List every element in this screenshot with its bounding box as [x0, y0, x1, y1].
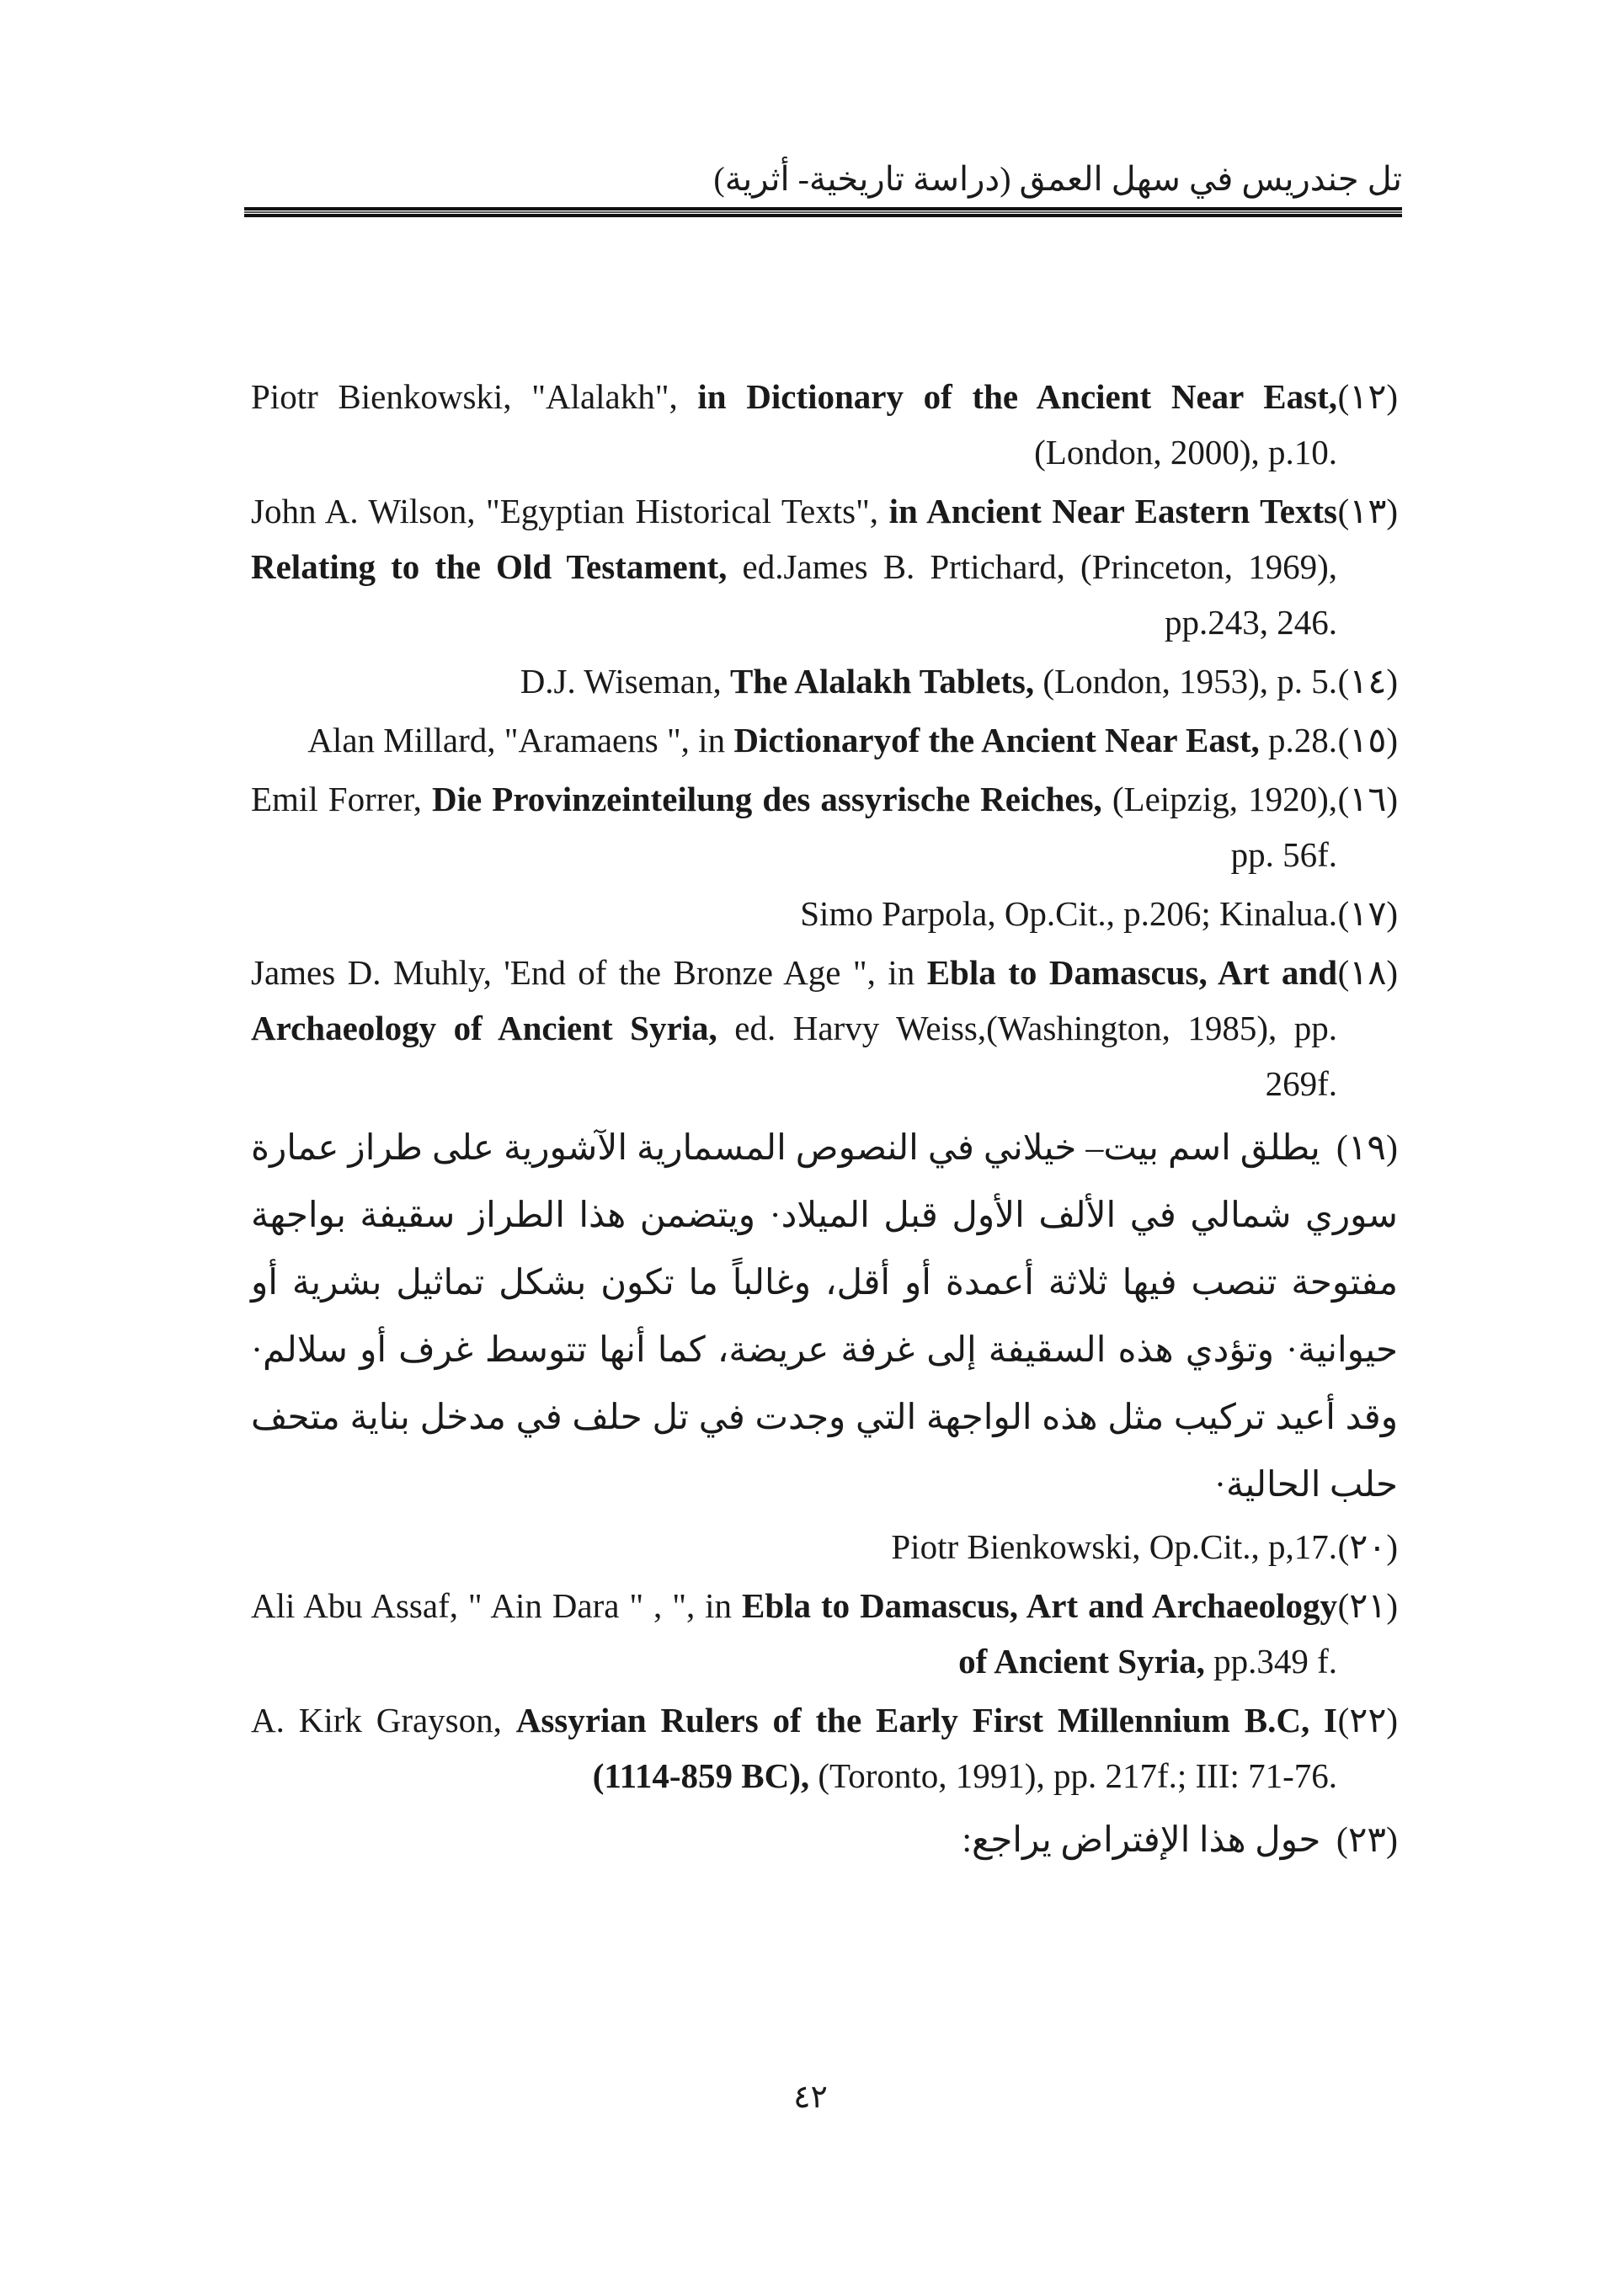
footnote-fragment: John A. Wilson, "Egyptian Historical Texts",: [251, 492, 889, 530]
footnote-entry: [251, 1519, 1398, 1574]
footnote-group-b: [251, 1519, 1398, 1803]
page-number: ٤٢: [793, 2080, 828, 2115]
footnote-23: [251, 1807, 1398, 1874]
footnote-text: [251, 369, 1337, 480]
footnote-number: (١٢): [1337, 377, 1398, 416]
footnote-text: [251, 1578, 1337, 1689]
footnote-number: (١٣): [1337, 492, 1398, 530]
footnote-entry: [251, 1692, 1398, 1803]
footnote-fragment: pp.349 f.: [1204, 1642, 1337, 1681]
footnote-number: (٢٠): [1337, 1527, 1398, 1566]
footnote-title: Dictionaryof the Ancient Near East,: [733, 721, 1260, 759]
footnote-text: [251, 483, 1337, 650]
footnote-title: Assyrian Rulers of the Early First Millennium B.C, I (1114-859 BC),: [515, 1701, 1337, 1795]
footnote-number: (١٦): [1337, 780, 1398, 818]
footnote-title: Die Provinzeinteilung des assyrische Reiches,: [431, 780, 1102, 818]
footnote-text: [251, 712, 1337, 768]
footnote-title: Ebla to Damascus, Art and Archaeology of Ancient Syria,: [251, 953, 1338, 1047]
footnote-fragment: Alan Millard, "Aramaens ", in: [307, 721, 734, 759]
footnote-fragment: Emil Forrer,: [251, 780, 432, 818]
footnote-number: (١٩): [1336, 1129, 1398, 1168]
footnote-number: (١٤): [1337, 662, 1398, 701]
footnote-title: Ebla to Damascus, Art and Archaeology of Ancient Syria,: [742, 1586, 1338, 1681]
footnote-fragment: Simo Parpola, Op.Cit., p.206; Kinalua.: [800, 894, 1337, 933]
footnote-text: [251, 945, 1337, 1111]
footnote-fragment: ed.James B. Prtichard, (Princeton, 1969), pp.243, 246.: [727, 547, 1337, 642]
footnote-text: حول هذا الإفتراض يراجع:: [962, 1821, 1321, 1860]
footnote-19: [251, 1115, 1398, 1519]
footnote-text: يطلق اسم بيت– خيلاني في النصوص المسمارية الآشورية على طراز عمارة سوري شمالي في الألف الأول قبل الميلاد· ويتضمن هذا الطراز سقيفة بواجهة مفتوحة تنصب فيها ثلاثة أعمدة أو أقل، وغالباً ما تكون بشكل تماثيل بشرية أو حيوانية· وتؤدي هذه السقيفة إلى غرفة عريضة، كما أنها تتوسط غرف أو سلالم· وقد أعيد تركيب مثل هذه الواجهة التي وجدت في تل حلف في مدخل بناية متحف حلب الحالية·: [251, 1129, 1398, 1505]
footnote-entry: [251, 945, 1398, 1111]
footnote-fragment: D.J. Wiseman,: [520, 662, 730, 701]
footnote-entry: [251, 483, 1398, 650]
footnote-fragment: Piotr Bienkowski, Op.Cit., p,17.: [891, 1527, 1337, 1566]
footnote-fragment: Piotr Bienkowski, "Alalakh",: [251, 377, 698, 416]
footnote-number: (٢٣): [1336, 1821, 1398, 1860]
footnote-entry: [251, 1578, 1398, 1689]
footnote-text: [251, 1519, 1337, 1574]
footnote-text: [251, 886, 1337, 941]
footnote-fragment: p.28.: [1259, 721, 1337, 759]
footnote-fragment: James D. Muhly, 'End of the Bronze Age ", in: [251, 953, 927, 992]
header-rule: [244, 207, 1402, 217]
footnote-entry: [251, 712, 1398, 768]
footnote-fragment: A. Kirk Grayson,: [251, 1701, 516, 1739]
footnote-number: (١٥): [1337, 721, 1398, 759]
footnote-group-a: [251, 369, 1398, 1111]
footnote-fragment: (London, 2000), p.10.: [1034, 433, 1337, 471]
footnote-text: [251, 771, 1337, 882]
footnote-text: [251, 1692, 1337, 1803]
footnote-title: The Alalakh Tablets,: [729, 662, 1035, 701]
footnote-fragment: Ali Abu Assaf, " Ain Dara " , ", in: [251, 1586, 742, 1625]
footnotes-section: [251, 369, 1398, 1874]
footnote-fragment: (London, 1953), p. 5.: [1034, 662, 1337, 701]
footnote-number: (٢١): [1337, 1586, 1398, 1625]
footnote-number: (١٧): [1337, 894, 1398, 933]
running-header: تل جندريس في سهل العمق (دراسة تاريخية- أثرية): [713, 160, 1402, 198]
footnote-number: (٢٢): [1337, 1701, 1398, 1739]
footnote-entry: [251, 369, 1398, 480]
footnote-entry: [251, 886, 1398, 941]
footnote-fragment: (Toronto, 1991), pp. 217f.; III: 71-76.: [809, 1756, 1337, 1795]
footnote-title: in Ancient Near Eastern Texts Relating to the Old Testament,: [251, 492, 1338, 586]
footnote-entry: [251, 771, 1398, 882]
footnote-title: in Dictionary of the Ancient Near East,: [697, 377, 1337, 416]
footnote-text: [251, 653, 1337, 709]
footnote-fragment: (Leipzig, 1920), pp. 56f.: [1101, 780, 1337, 874]
footnote-fragment: ed. Harvy Weiss,(Washington, 1985), pp. 269f.: [717, 1009, 1337, 1103]
footnote-number: (١٨): [1337, 953, 1398, 992]
footnote-entry: [251, 653, 1398, 709]
